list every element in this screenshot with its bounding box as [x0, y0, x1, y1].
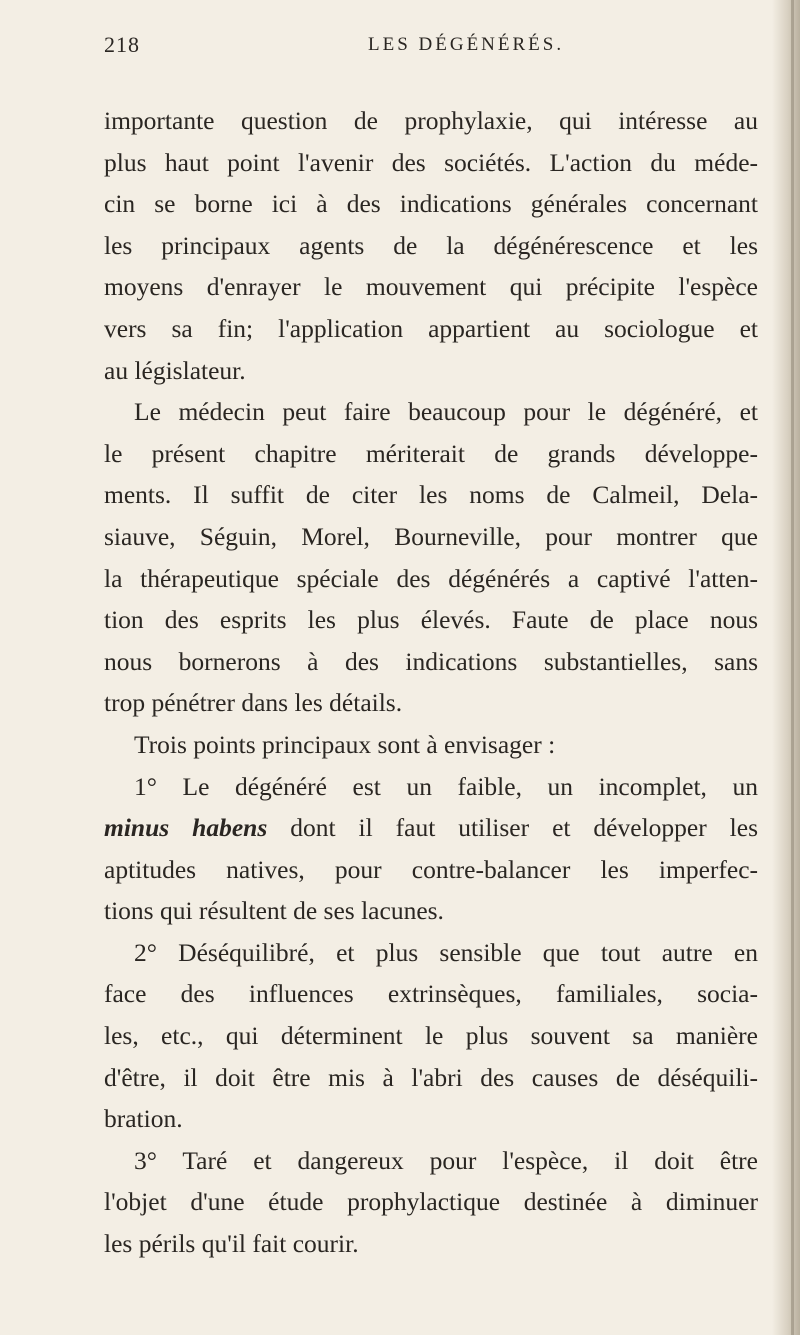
page-edge-shadow [772, 0, 800, 1335]
text-line: la thérapeutique spéciale des dégénérés a captivé l'atten- [104, 563, 758, 593]
list-marker: 1° [134, 771, 157, 801]
list-item-3: 3° Taré et dangereux pour l'espèce, il doit être [134, 1145, 758, 1175]
text-line: Le médecin peut faire beaucoup pour le dégénéré, et [134, 397, 758, 427]
text-line: l'objet d'une étude prophylactique destinée à diminuer [104, 1187, 758, 1217]
text-line: tion des esprits les plus élevés. Faute de place nous [104, 605, 758, 635]
page-number: 218 [104, 32, 140, 57]
text-line: Trois points principaux sont à envisager : [134, 729, 556, 759]
text-line: siauve, Séguin, Morel, Bourneville, pour montrer que [104, 521, 758, 551]
page-header [104, 26, 754, 66]
text-line: nous bornerons à des indications substantielles, sans [104, 646, 758, 676]
list-item-2: 2° Déséquilibré, et plus sensible que tout autre en [134, 937, 758, 967]
text-line: tions qui résultent de ses lacunes. [104, 896, 444, 926]
text-line: vers sa fin; l'application appartient au sociologue et [104, 313, 758, 343]
list-marker: 2° [134, 937, 157, 967]
text-line: les principaux agents de la dégénérescence et les [104, 230, 758, 260]
text-line: face des influences extrinsèques, familiales, socia- [104, 979, 758, 1009]
text-line: plus haut point l'avenir des sociétés. L'action du méde- [104, 147, 758, 177]
text-line: aptitudes natives, pour contre-balancer les imperfec- [104, 854, 758, 884]
text-line: importante question de prophylaxie, qui intéresse au [104, 106, 758, 135]
text-line: trop pénétrer dans les détails. [104, 688, 403, 718]
body-text [104, 100, 758, 1265]
list-item-1: 1° Le dégénéré est un faible, un incomplet, un [134, 771, 758, 801]
text-line: moyens d'enrayer le mouvement qui précipite l'espèce [104, 272, 758, 302]
text-line: d'être, il doit être mis à l'abri des causes de déséquili- [104, 1062, 758, 1092]
latin-term: minus habens [104, 813, 268, 843]
text-line: le présent chapitre mériterait de grands développe- [104, 438, 758, 468]
text-line: minus habens dont il faut utiliser et développer les [104, 813, 759, 843]
text-line: ments. Il suffit de citer les noms de Calmeil, Dela- [104, 480, 758, 510]
page-edge-line [791, 0, 794, 1335]
text-line: cin se borne ici à des indications générales concernant [104, 189, 758, 219]
text-line: au législateur. [104, 355, 246, 385]
running-head: LES DÉGÉNÉRÉS. [368, 34, 565, 55]
text-line: les périls qu'il fait courir. [104, 1229, 359, 1259]
list-marker: 3° [134, 1145, 157, 1175]
text-line: les, etc., qui déterminent le plus souvent sa manière [104, 1021, 758, 1051]
text-line: bration. [104, 1104, 183, 1134]
